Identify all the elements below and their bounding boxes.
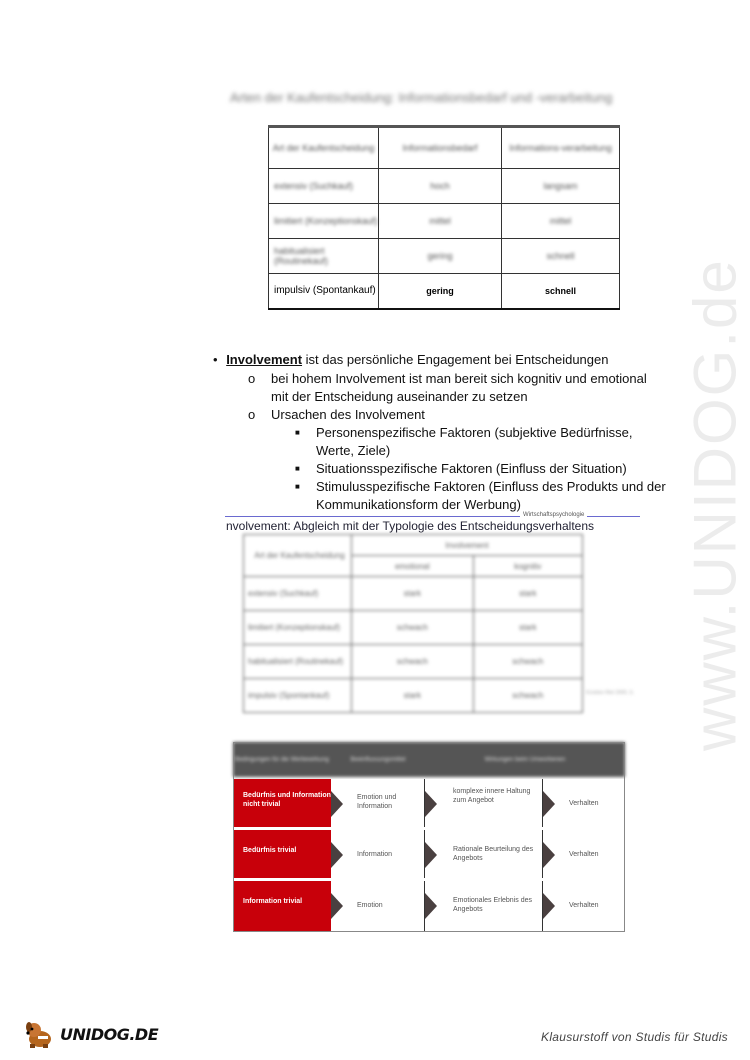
table3-row	[233, 830, 625, 880]
square-bullet: ■	[295, 428, 300, 437]
table3-row	[233, 881, 625, 931]
table1-header-verarbeitung: Informations-verarbeitung	[502, 127, 620, 169]
table3-effect: Rationale Beurteilung des Angebots	[453, 846, 534, 862]
table1-title: Arten der Kaufentscheidung: Informationsbedarf und -verarbeitung	[230, 90, 613, 105]
chevron-right-icon	[543, 893, 555, 919]
table2-cell: extensiv (Suchkauf)	[244, 577, 352, 611]
chevron-right-icon	[543, 791, 555, 817]
table3-condition: Bedürfnis und Information nicht trivial	[233, 779, 331, 827]
square-bullet: ■	[295, 464, 300, 473]
table2-header-type: Art der Kaufentscheidung	[244, 535, 352, 577]
dog-mascot-icon	[22, 1019, 58, 1049]
table3-header-means: Beeinflussungsmittel	[350, 756, 406, 763]
table1	[268, 125, 620, 310]
chevron-right-icon	[331, 791, 343, 817]
table1-cell-impulsiv: impulsiv (Spontankauf)	[269, 274, 379, 309]
table2-source: Kroeber-Riel 2009, S.	[586, 690, 635, 696]
slide-section-label: Wirtschaftspsychologie	[520, 512, 587, 518]
table2-header-involvement: Involvement	[352, 535, 583, 556]
table1-cell: limitiert (Konzeptionskauf)	[269, 204, 379, 239]
table2-header-emotional: emotional	[352, 556, 474, 577]
table3-means: Emotion und Information	[357, 794, 397, 810]
table1-cell: mittel	[379, 204, 502, 239]
factor-line: Situationsspezifische Faktoren (Einfluss der Situation)	[316, 461, 627, 476]
table1-cell-schnell: schnell	[502, 274, 620, 309]
table1-cell: mittel	[502, 204, 620, 239]
involvement-definition: ist das persönliche Engagement bei Entscheidungen	[302, 352, 609, 367]
table1-cell: langsam	[502, 169, 620, 204]
table1-cell: gering	[379, 239, 502, 274]
table2-title: nvolvement: Abgleich mit der Typologie des Entscheidungsverhaltens	[226, 519, 594, 533]
chevron-right-icon	[331, 893, 343, 919]
footer-slogan: Klausurstoff von Studis für Studis	[541, 1030, 728, 1044]
table2-cell: schwach	[352, 611, 474, 645]
table2	[243, 534, 583, 713]
table2-cell: habitualisiert (Routinekauf)	[244, 645, 352, 679]
table1-cell: habitualisiert (Routinekauf)	[269, 239, 379, 274]
table3-means: Emotion	[357, 902, 383, 909]
unidog-logo[interactable]	[22, 1018, 158, 1050]
table3-means: Information	[357, 851, 393, 858]
table2-cell: stark	[352, 679, 474, 713]
watermark: www.UNIDOG.de	[681, 258, 749, 752]
sub-bullet-marker: o	[248, 371, 256, 386]
table1-cell: hoch	[379, 169, 502, 204]
table2-cell: stark	[473, 611, 582, 645]
sub-bullet-line: bei hohem Involvement ist man bereit sich kognitiv und emotional	[271, 371, 647, 386]
factor-line: Stimulusspezifische Faktoren (Einfluss des Produkts und der	[316, 479, 666, 494]
table3-row	[233, 779, 625, 829]
factor-line: Personenspezifische Faktoren (subjektive Bedürfnisse,	[316, 425, 633, 440]
bullet-dot: •	[213, 352, 218, 367]
table2-header-kognitiv: kognitiv	[473, 556, 582, 577]
table3-effect: komplexe innere Haltung zum Angebot	[453, 788, 531, 804]
square-bullet: ■	[295, 482, 300, 491]
table3-result: Verhalten	[569, 851, 599, 858]
table3-result: Verhalten	[569, 902, 599, 909]
table1-header-type: Art der Kaufentscheidung	[269, 127, 379, 169]
sub-bullet-line: mit der Entscheidung auseinander zu setzen	[271, 389, 528, 404]
bullet-main	[213, 351, 608, 369]
chevron-right-icon	[331, 842, 343, 868]
table2-cell: stark	[352, 577, 474, 611]
table3-header	[233, 742, 625, 777]
table2-cell: schwach	[473, 679, 582, 713]
sub-bullet-line: Ursachen des Involvement	[271, 407, 425, 422]
table2-cell: schwach	[473, 645, 582, 679]
factor-line: Kommunikationsform der Werbung)	[316, 497, 521, 512]
table1-cell-gering: gering	[379, 274, 502, 309]
chevron-right-icon	[425, 791, 437, 817]
chevron-right-icon	[543, 842, 555, 868]
involvement-term: Involvement	[226, 352, 303, 367]
table2-cell: stark	[473, 577, 582, 611]
table1-cell: extensiv (Suchkauf)	[269, 169, 379, 204]
chevron-right-icon	[425, 842, 437, 868]
table1-cell: schnell	[502, 239, 620, 274]
table2-cell: limitiert (Konzeptionskauf)	[244, 611, 352, 645]
table2-cell: impulsiv (Spontankauf)	[244, 679, 352, 713]
table1-header-bedarf: Informationsbedarf	[379, 127, 502, 169]
table3-header-effects: Wirkungen beim Umworbenen	[484, 756, 566, 763]
table3-effect: Emotionales Erlebnis des Angebots	[453, 897, 532, 913]
table3-header-conditions: Bedingungen für die Werbewirkung	[235, 756, 329, 763]
sub-bullet-marker: o	[248, 407, 256, 422]
table3-condition: Information trivial	[233, 881, 331, 931]
chevron-right-icon	[425, 893, 437, 919]
table2-cell: schwach	[352, 645, 474, 679]
table3-result: Verhalten	[569, 800, 599, 807]
table3-condition: Bedürfnis trivial	[233, 830, 331, 878]
factor-line: Werte, Ziele)	[316, 443, 391, 458]
logo-text: UNIDOG.DE	[60, 1024, 159, 1044]
table3	[233, 742, 625, 932]
